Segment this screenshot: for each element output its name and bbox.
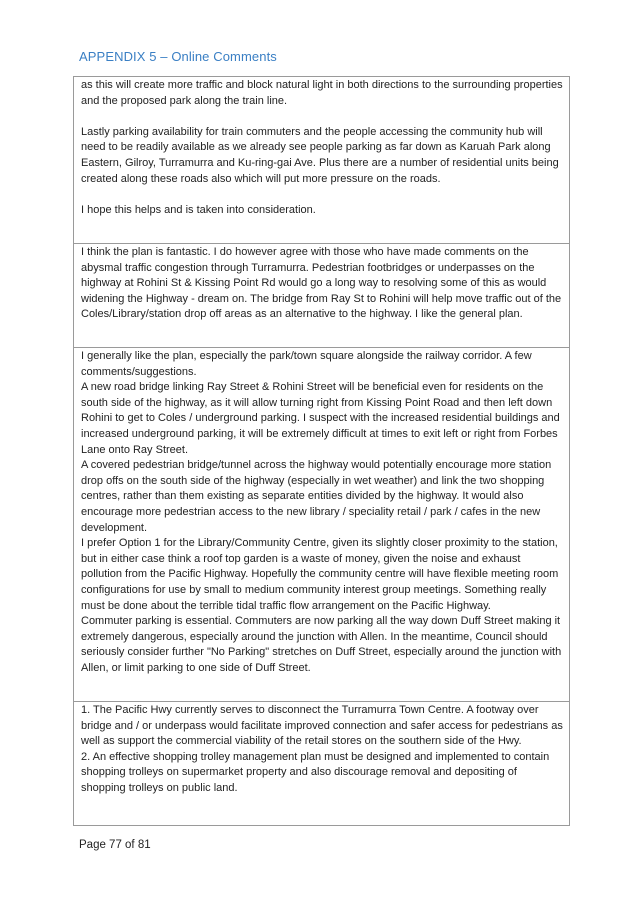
comment-paragraph: as this will create more traffic and block natural light in both directions to the surrounding properties and the proposed park along the train line.: [81, 79, 563, 107]
comment-cell: [74, 243, 569, 347]
comment-paragraph: I hope this helps and is taken into consideration.: [81, 203, 316, 216]
comment-paragraph: I generally like the plan, especially the park/town square alongside the railway corridor. A few comments/suggestions.: [81, 350, 532, 378]
comment-cell: [74, 347, 569, 701]
comment-paragraph: I prefer Option 1 for the Library/Community Centre, given its slightly closer proximity to the station, but in either case think a roof top garden is a waste of money, given the noise and exhaust pollution from the Pacific Highway. Hopefully the community centre will have flexible meeting room configurations for use by small to medium community interest group meetings. Something really must be done about the terrible tidal traffic flow arrangement on the Pacific Highway.: [81, 537, 559, 612]
comment-paragraph: A covered pedestrian bridge/tunnel across the highway would potentially encourage more station drop offs on the south side of the highway (especially in wet weather) and link the two shopping centres, rather than them existing as separate entities divided by the highway. It would also encourage more pedestrian access to the new library / speciality retail / park / cafes in the new development.: [81, 459, 552, 534]
page-number: Page 77 of 81: [79, 839, 151, 851]
comment-paragraph: Lastly parking availability for train commuters and the people accessing the community hub will need to be readily available as we already see people parking as far down as Karuah Park along Eastern, Gilroy, Turramurra and Ku-ring-gai Ave. Plus there are a number of residential units being created along these roads also which will put more pressure on the roads.: [81, 125, 559, 185]
comment-paragraph: 2. An effective shopping trolley management plan must be designed and implemented to contain shopping trolleys on supermarket property and also discourage removal and depositing of shopping trolleys on public land.: [81, 750, 550, 794]
appendix-title: APPENDIX 5 – Online Comments: [79, 49, 277, 64]
comment-cell: [74, 77, 569, 243]
comment-cell: [74, 701, 569, 825]
comment-paragraph: 1. The Pacific Hwy currently serves to disconnect the Turramurra Town Centre. A footway over bridge and / or underpass would facilitate improved connection and safer access for pedestrians as well as support the commercial viability of the retail stores on the southern side of the Hwy.: [81, 704, 563, 748]
comment-paragraph: I think the plan is fantastic. I do however agree with those who have made comments on the abysmal traffic congestion through Turramurra. Pedestrian footbridges or underpasses on the highway at Rohini St & Kissing Point Rd would go a long way to resolving some of this as would widening the Highway - dream on. The bridge from Ray St to Rohini will help move traffic out of the Coles/Library/station drop off areas as an alternative to the highway. I like the general plan.: [81, 246, 562, 321]
comments-table: [73, 76, 570, 826]
comment-paragraph: A new road bridge linking Ray Street & Rohini Street will be beneficial even for residents on the south side of the highway, as it will allow turning right from Kissing Point Road and then left down Rohini to get to Coles / underground parking. I suspect with the increased residential buildings and increased underground parking, it will be extremely difficult at times to exit left or right from Forbes Lane onto Ray Street.: [81, 381, 560, 456]
comment-paragraph: Commuter parking is essential. Commuters are now parking all the way down Duff Street making it extremely dangerous, especially around the junction with Allen. In the meantime, Council should seriously consider further "No Parking" stretches on Duff Street, especially around the junction with Allen, or limit parking to one side of Duff Street.: [81, 615, 562, 674]
